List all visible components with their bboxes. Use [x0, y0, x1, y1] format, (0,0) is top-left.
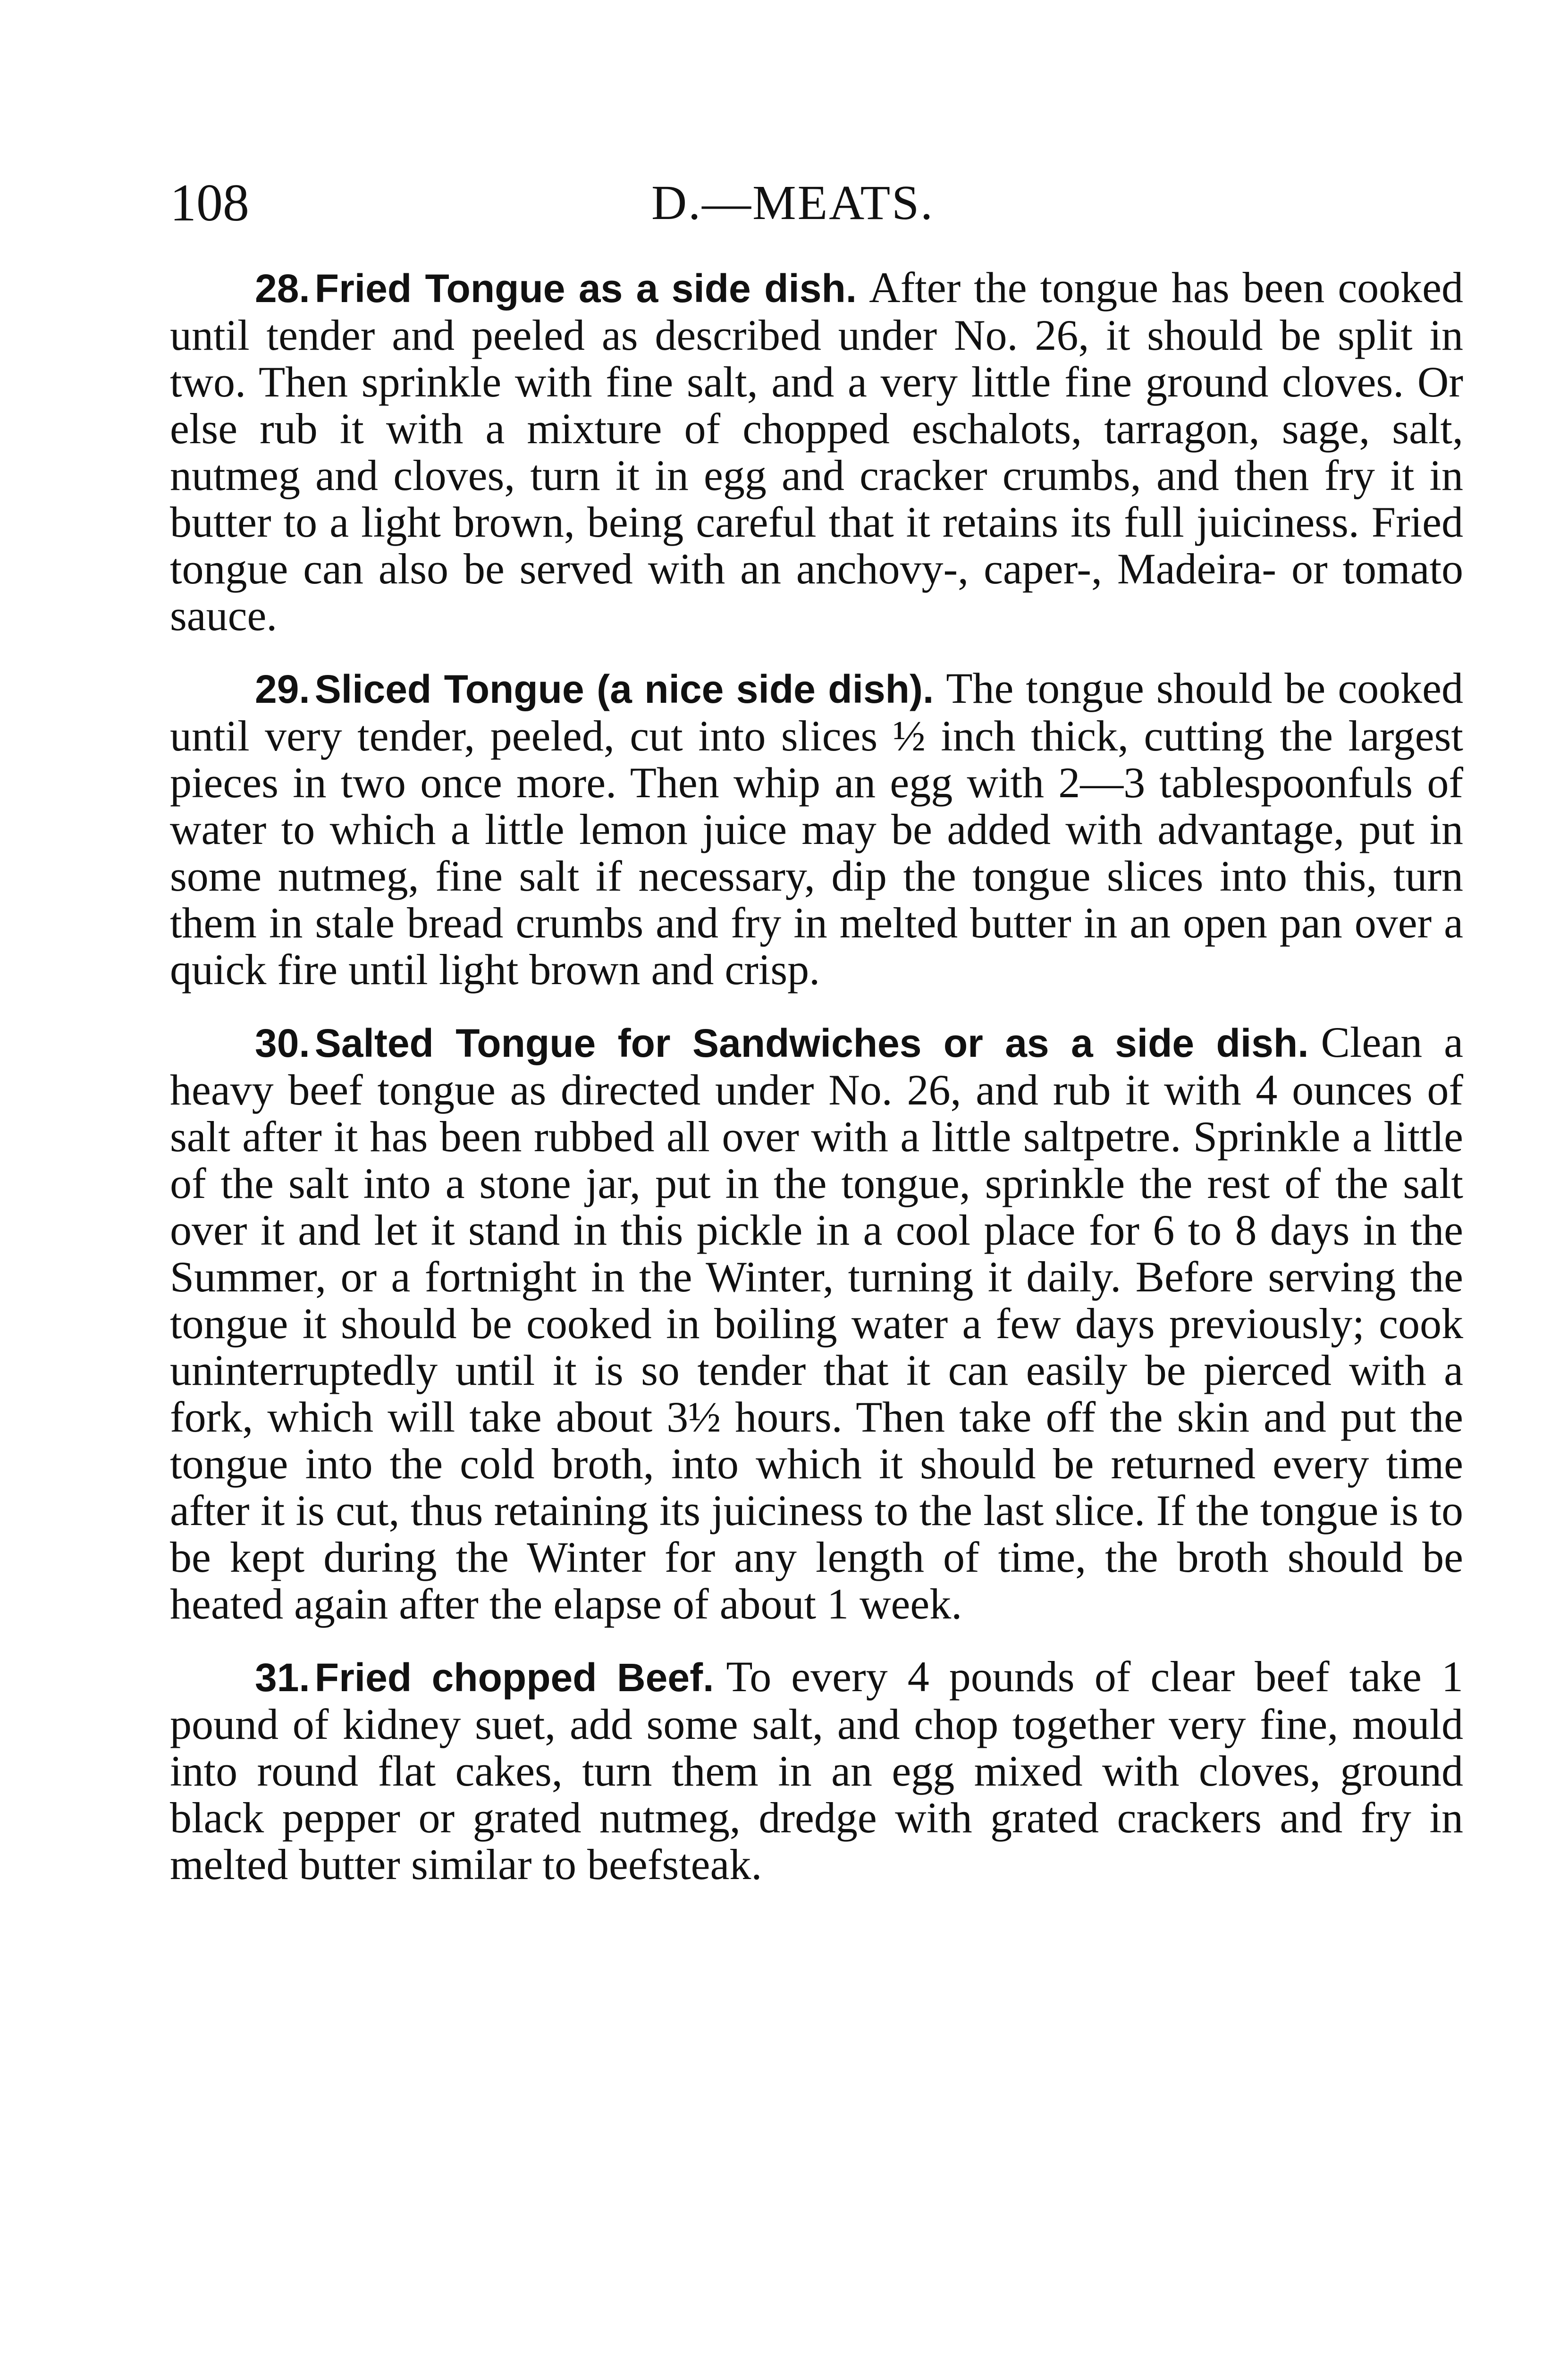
page-number: 108 [170, 174, 249, 232]
recipe-heading: Fried chopped Beef. [314, 1655, 714, 1700]
recipe-number: 29. [255, 667, 310, 711]
recipe-text: After the tongue has been cooked until tender and peeled as described under No. 26, it should be split in two. Then sprinkle with fine salt, and a very little fine ground cloves. Or else rub it with a mixture of chopped eschalots, tarragon, sage, salt, nutmeg and cloves, turn it in egg and cracker crumbs, and then fry it in butter to a light brown, being careful that it retains its full juiciness. Fried tongue can also be served with an anchovy-, caper-, Madeira- or tomato sauce. [170, 263, 1463, 640]
recipe-heading: Salted Tongue for Sandwiches or as a side dish. [314, 1021, 1309, 1065]
recipe-heading: Fried Tongue as a side dish. [314, 266, 857, 311]
recipe-31 [170, 1653, 1463, 1888]
recipe-text: To every 4 pounds of clear beef take 1 pound of kidney suet, add some salt, and chop together very fine, mould into round flat cakes, turn them in an egg mixed with cloves, ground black pepper or grated nutmeg, dredge with grated crackers and fry in melted butter similar to beefsteak. [170, 1652, 1463, 1888]
recipe-29 [170, 665, 1463, 993]
recipe-list [170, 264, 1463, 1888]
recipe-text: Clean a heavy beef tongue as directed under No. 26, and rub it with 4 ounces of salt after it has been rubbed all over with a little saltpetre. Sprinkle a little of the salt into a stone jar, put in the tongue, sprinkle the rest of the salt over it and let it stand in this pickle in a cool place for 6 to 8 days in the Summer, or a fortnight in the Winter, turning it daily. Before serving the tongue it should be cooked in boiling water a few days previously; cook uninterruptedly until it is so tender that it can easily be pierced with a fork, which will take about 3½ hours. Then take off the skin and put the tongue into the cold broth, into which it should be returned every time after it is cut, thus retaining its juiciness to the last slice. If the tongue is to be kept during the Winter for any length of time, the broth should be heated again after the elapse of about 1 week. [170, 1018, 1463, 1628]
recipe-28 [170, 264, 1463, 639]
recipe-30 [170, 1019, 1463, 1627]
recipe-number: 28. [255, 266, 310, 311]
section-title: D.—MEATS. [651, 176, 935, 230]
recipe-number: 31. [255, 1655, 310, 1700]
recipe-text: The tongue should be cooked until very tender, peeled, cut into slices ½ inch thick, cutting the largest pieces in two once more. Then whip an egg with 2—3 tablespoonfuls of water to which a little lemon juice may be added with advantage, put in some nutmeg, fine salt if necessary, dip the tongue slices into this, turn them in stale bread crumbs and fry in melted butter in an open pan over a quick fire until light brown and crisp. [170, 664, 1463, 994]
recipe-number: 30. [255, 1021, 310, 1065]
recipe-heading: Sliced Tongue (a nice side dish). [314, 667, 934, 711]
running-head [170, 170, 1473, 236]
